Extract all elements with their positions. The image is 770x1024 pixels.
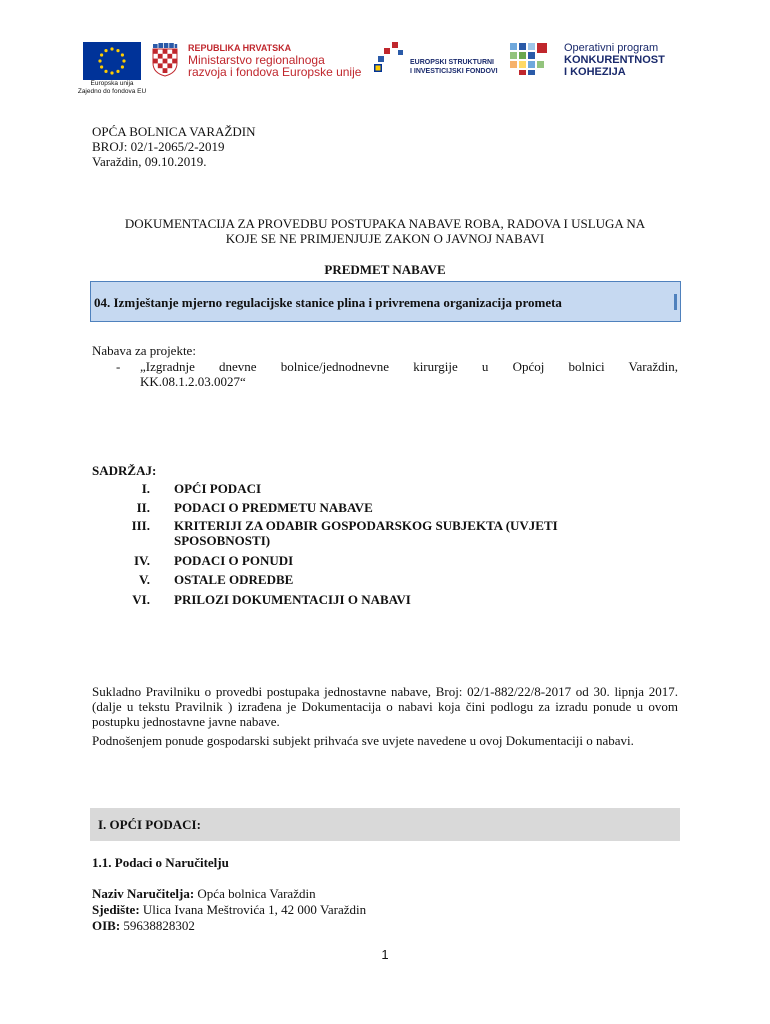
toc-item[interactable] (90, 500, 690, 518)
intro-paragraph-1: Sukladno Pravilniku o provedbi postupaka jednostavne nabave, Broj: 02/1-882/22/8-2017 od 30. lipnja 2017. (dalje u tekstu Pravilnik ) izrađena je Dokumentacija o nabavi koja čini podlogu za izradu ponude u ovom postupku jednostavne javne nabave. (92, 684, 678, 729)
toc-item[interactable] (90, 572, 690, 590)
subject-heading: PREDMET NABAVE (324, 262, 446, 277)
ministry-line3: razvoja i fondova Europske unije (188, 65, 362, 79)
document-title (80, 216, 690, 246)
toc-item-title: PODACI O PREDMETU NABAVE (174, 500, 373, 515)
toc-item[interactable] (90, 592, 690, 610)
op-line3: I KOHEZIJA (564, 66, 626, 78)
toc-item-number: III. (131, 518, 150, 533)
eu-flag-icon (83, 42, 141, 80)
op-line2: KONKURENTNOST (564, 54, 665, 66)
text-cursor-marker (674, 294, 677, 310)
oib-label: OIB: (92, 918, 121, 933)
logo-header (0, 0, 770, 110)
toc-item-number: V. (139, 572, 150, 587)
toc-item[interactable] (90, 518, 690, 550)
toc-item-title: PODACI O PONUDI (174, 553, 294, 568)
op-line1: Operativni program (564, 42, 659, 54)
ministry-line2: Ministarstvo regionalnoga (188, 53, 325, 67)
eu-caption-line2: Zajedno do fondova EU (77, 88, 147, 95)
project-item-line1: „Izgradnje dnevne bolnice/jednodnevne kirurgije u Općoj bolnici Varaždin, (140, 359, 678, 374)
toc-item-number: IV. (133, 553, 150, 568)
toc-item[interactable] (90, 553, 690, 571)
esif-line1: EUROPSKI STRUKTURNI (410, 59, 495, 66)
subject-box (90, 281, 681, 322)
contracting-authority-name (92, 886, 316, 901)
oib-value: 59638828302 (123, 918, 195, 933)
institution-name: OPĆA BOLNICA VARAŽDIN (92, 124, 256, 139)
toc-item-title: OSTALE ODREDBE (174, 572, 294, 587)
title-line2: KOJE SE NE PRIMJENJUJE ZAKON O JAVNOJ NABAVI (225, 231, 545, 246)
ministry-line1: REPUBLIKA HRVATSKA (188, 43, 292, 53)
toc-item-title: PRILOZI DOKUMENTACIJI O NABAVI (174, 592, 411, 607)
subsection-heading: 1.1. Podaci o Naručitelju (92, 855, 229, 870)
eu-caption (70, 80, 154, 96)
place-date: Varaždin, 09.10.2019. (92, 154, 207, 169)
name-label: Naziv Naručitelja: (92, 886, 195, 901)
toc-heading: SADRŽAJ: (92, 463, 157, 478)
op-logo-icon (508, 41, 550, 77)
croatian-coat-of-arms-icon (151, 43, 179, 77)
op-name (564, 42, 665, 78)
toc-item-number: II. (136, 500, 150, 515)
ministry-name (188, 43, 361, 78)
intro-paragraph-2: Podnošenjem ponude gospodarski subjekt prihvaća sve uvjete navedene u ovoj Dokumentaciji o nabavi. (92, 733, 634, 748)
project-item-line2: KK.08.1.2.03.0027“ (140, 374, 246, 389)
title-line1: DOKUMENTACIJA ZA PROVEDBU POSTUPAKA NABAVE ROBA, RADOVA I USLUGA NA (124, 216, 646, 231)
page-number: 1 (381, 947, 389, 962)
projects-intro: Nabava za projekte: (92, 343, 196, 358)
toc-item-title: OPĆI PODACI (174, 481, 262, 496)
toc-item-number: VI. (132, 592, 150, 607)
name-value: Opća bolnica Varaždin (197, 886, 316, 901)
contracting-authority-seat (92, 902, 366, 917)
esif-line2: I INVESTICIJSKI FONDOVI (410, 68, 498, 75)
document-meta (92, 124, 256, 169)
toc-item-number: I. (141, 481, 150, 496)
toc-item-title: KRITERIJI ZA ODABIR GOSPODARSKOG SUBJEKTA (UVJETI SPOSOBNOSTI) (174, 518, 558, 548)
seat-label: Sjedište: (92, 902, 140, 917)
esif-logo-icon (372, 40, 406, 76)
eu-caption-line1: Europska unija (90, 80, 134, 87)
reference-number: BROJ: 02/1-2065/2-2019 (92, 139, 225, 154)
section-heading: I. OPĆI PODACI: (98, 817, 201, 832)
seat-value: Ulica Ivana Meštrovića 1, 42 000 Varaždin (142, 902, 367, 917)
toc-item[interactable] (90, 481, 690, 499)
section-heading-box (90, 808, 680, 841)
procurement-subject: 04. Izmještanje mjerno regulacijske stanice plina i privremena organizacija prometa (94, 295, 562, 310)
contracting-authority-oib (92, 918, 195, 933)
projects-bullet: - (116, 359, 121, 374)
esif-name (410, 58, 498, 76)
